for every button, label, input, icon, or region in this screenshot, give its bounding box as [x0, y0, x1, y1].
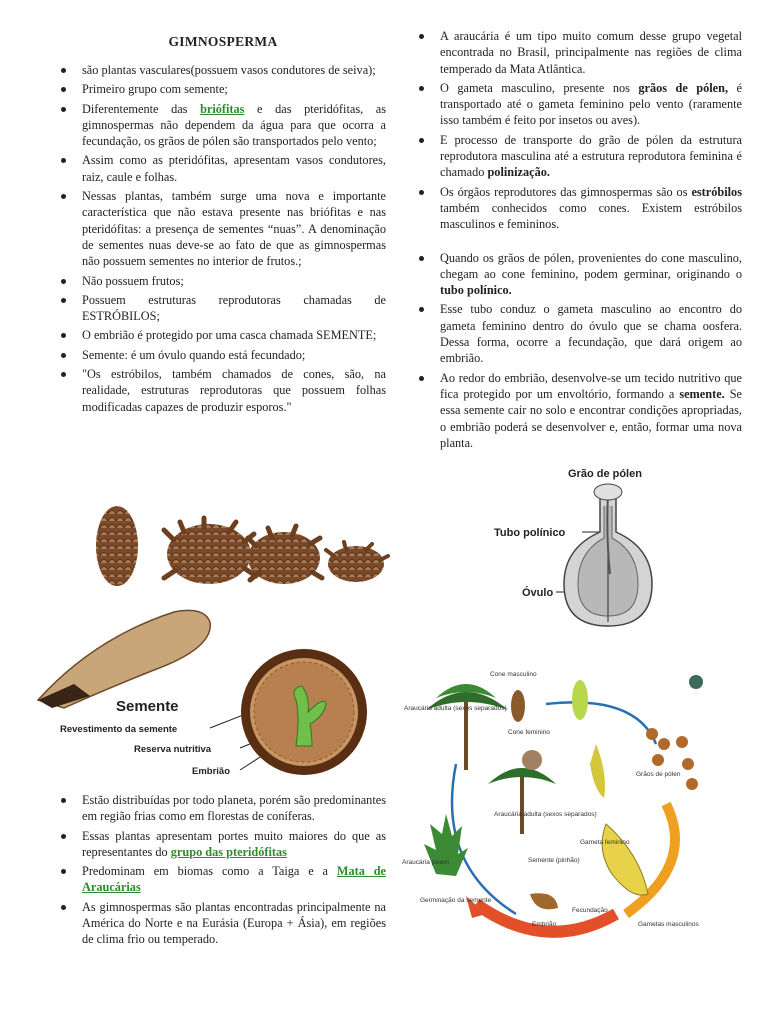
araucaria-life-cycle-diagram	[396, 664, 712, 950]
list-item: são plantas vasculares(possuem vasos condutores de seiva);	[60, 62, 386, 78]
list-item: Semente: é um óvulo quando está fecundado;	[60, 347, 386, 363]
right-bullet-list	[418, 28, 742, 233]
pollen-tube-diagram	[492, 466, 678, 632]
label-fecundacao: Fecundação	[572, 907, 608, 914]
text-span: e das pteridófitas, as gimnospermas não dependem da água para que ocorra a fecundação, os grãos de pólen são transportados pelo vento;	[82, 101, 387, 149]
text-span: O gameta masculino, presente nos	[440, 80, 639, 95]
left-bullet-list	[60, 62, 386, 415]
list-item: Possuem estruturas reprodutoras chamadas de ESTRÓBILOS;	[60, 292, 386, 325]
list-item: Primeiro grupo com semente;	[60, 81, 386, 97]
list-item: A araucária é um tipo muito comum desse grupo vegetal encontrada no Brasil, principalmente nas regiões de clima temperado da Mata Atlântica.	[418, 28, 742, 77]
pollen-label: Grão de pólen	[568, 468, 642, 480]
ovule-label: Óvulo	[522, 587, 554, 599]
label-semente: Semente (pinhão)	[528, 857, 580, 864]
seed-diagram	[34, 608, 404, 778]
list-item: Estão distribuídas por todo planeta, porém são predominantes em região frias como em florestas de coníferas.	[60, 792, 386, 825]
briofitas-link[interactable]: briófitas	[200, 101, 245, 116]
list-item: Nessas plantas, também surge uma nova e importante característica que não estava presente nas briófitas e nas pteridófitas: a presença de sementes “nuas”. A denominação de sementes nuas deve-se ao fato de que as gimnospermas não possuem sementes no interior de frutos.;	[60, 188, 386, 269]
pine-cone-icon	[96, 506, 138, 586]
seed-wing-icon	[38, 610, 210, 708]
list-item	[418, 184, 742, 233]
label-gametas-masc: Gametas masculinos	[638, 921, 699, 928]
list-item: As gimnospermas são plantas encontradas principalmente na América do Norte e na Eurásia (Europa + Ásia), em regiões de clima frio ou temperado.	[60, 899, 386, 948]
page-title: GIMNOSPERMA	[168, 34, 278, 49]
label-cone-fem: Cone feminino	[508, 729, 550, 736]
seed-cross-section-icon	[241, 649, 367, 775]
label-cone-masc: Cone masculino	[490, 671, 537, 678]
bottom-bullet-list	[60, 792, 386, 948]
label-germinacao: Germinação da semente	[420, 897, 492, 904]
list-item	[60, 101, 386, 150]
pollen-grain-icon	[594, 484, 622, 500]
ovule-icon	[564, 494, 652, 626]
seed-title: Semente	[116, 698, 179, 715]
mata-araucarias-link[interactable]: Mata de Araucárias	[82, 864, 386, 895]
pine-cone-icon	[248, 526, 322, 584]
text-span: Predominam em biomas como a Taiga e a	[82, 864, 337, 879]
pine-cones-illustration	[84, 500, 394, 592]
pteridofitas-link[interactable]: grupo das pteridófitas	[170, 844, 287, 859]
list-item: Esse tubo conduz o gameta masculino ao encontro do gameta feminino dentro do óvulo que se chama oosfera. Dessa forma, ocorre a fecundação, que dará origem ao embrião.	[418, 301, 742, 366]
right-bullet-list-2	[418, 250, 742, 452]
pine-cone-icon	[326, 542, 388, 582]
text-span: Os órgãos reprodutores das gimnospermas são os	[440, 184, 692, 199]
label-embriao: Embrião	[532, 921, 557, 928]
bold-term: grãos de pólen,	[638, 80, 729, 95]
label-gameta-fem: Gameta feminino	[580, 839, 630, 846]
list-item: Assim como as pteridófitas, apresentam vasos condutores, raiz, caule e folhas.	[60, 152, 386, 185]
text-span: Diferentemente das	[82, 101, 201, 116]
text-span: também conhecidos como cones. Existem estróbilos masculinos e femininos.	[440, 200, 742, 232]
list-item	[60, 828, 386, 861]
list-item: "Os estróbilos, também chamados de cones, são, na realidade, estruturas reprodutoras que possuem folhas modificadas capazes de produzir esporos."	[60, 366, 386, 415]
pine-cone-icon	[164, 518, 256, 584]
label-arauc-jovem: Araucária jovem	[402, 859, 449, 866]
spacer	[418, 236, 742, 250]
bold-term: estróbilos	[691, 184, 742, 199]
label-arauc-adulta: Araucária adulta (sexos separados)	[404, 705, 507, 712]
text-span: é transportado até o gameta feminino pelo vento (raramente isso também é feito por insetos ou aves).	[440, 80, 742, 128]
bottom-left-column	[60, 792, 386, 951]
text-span: E processo de transporte do grão de pólen da estrutura reprodutora masculina até a estrutura reprodutora feminina é chamado	[440, 132, 742, 180]
label-arauc-adulta-2: Araucária adulta (sexos separados)	[494, 811, 597, 818]
green-cone-icon	[689, 675, 703, 689]
list-item: O embrião é protegido por uma casca chamada SEMENTE;	[60, 327, 386, 343]
left-column	[60, 28, 386, 418]
bold-term: tubo polínico.	[440, 283, 512, 298]
list-item	[418, 132, 742, 181]
text-span: Essas plantas apresentam portes muito maiores do que as representantes do	[82, 828, 386, 859]
list-item	[418, 80, 742, 129]
seed-label-reserve: Reserva nutritiva	[134, 744, 212, 755]
label-graos: Grãos de pólen	[636, 771, 681, 778]
seed-label-embryo: Embrião	[192, 766, 231, 777]
list-item	[418, 250, 742, 299]
bold-term: semente.	[679, 386, 725, 401]
text-span: Quando os grãos de pólen, provenientes do cone masculino, chegam ao cone feminino, podem germinar, originando o	[440, 250, 742, 281]
bold-term: polinização.	[487, 165, 550, 180]
text-span: Ao redor do embrião, desenvolve-se um tecido nutritivo que fica protegido por um envoltório, formando a	[440, 370, 742, 401]
right-column	[418, 28, 742, 454]
list-item	[60, 863, 386, 896]
text-span: Se essa semente cair no solo e encontrar condições apropriadas, o embrião poderá se desenvolver e, então, formar uma nova planta.	[440, 386, 742, 450]
seed-label-coat: Revestimento da semente	[60, 724, 178, 735]
list-item	[418, 370, 742, 451]
list-item: Não possuem frutos;	[60, 273, 386, 289]
tube-label: Tubo polínico	[494, 527, 566, 539]
